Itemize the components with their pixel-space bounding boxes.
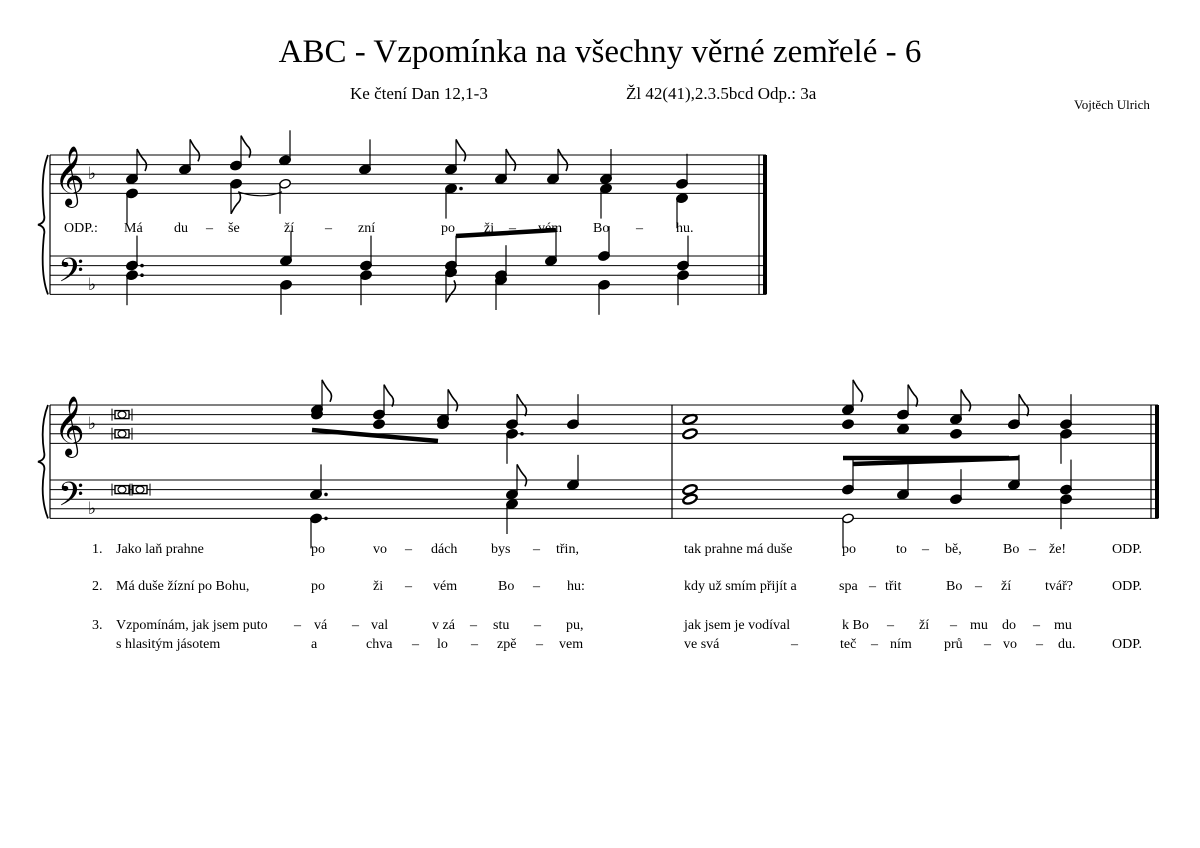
verse-end-marker: ODP.: [1112, 542, 1142, 557]
verse-number: 2.: [92, 579, 103, 594]
treble-clef-icon: 𝄞: [54, 148, 85, 205]
notehead: [682, 484, 698, 496]
verse-syllable: –: [412, 637, 419, 652]
bass-clef-icon: 𝄢: [58, 476, 84, 521]
verse-syllable: a: [311, 637, 318, 652]
verse-syllable: –: [534, 618, 541, 633]
verse-syllable: –: [984, 637, 991, 652]
response-syllable: –: [636, 221, 643, 236]
verse-syllable: –: [869, 579, 876, 594]
composer-name: Vojtěch Ulrich: [1074, 97, 1150, 112]
verse-syllable: dách: [431, 542, 458, 557]
note-flag: [456, 139, 466, 161]
verse-syllable: –: [533, 542, 540, 557]
verse-syllable: třin,: [556, 542, 579, 557]
verse-syllable: ží: [1001, 579, 1012, 594]
response-syllable: Má: [124, 221, 143, 236]
verse-syllable: že!: [1049, 542, 1067, 557]
grand-staff-brace: [38, 155, 48, 294]
verse-syllable: s hlasitým jásotem: [116, 637, 221, 652]
note-flag: [190, 139, 200, 161]
note-flag: [241, 136, 251, 158]
response-syllable: du: [174, 221, 188, 236]
verse-syllable: val: [371, 618, 389, 633]
flat-icon: ♭: [88, 498, 97, 518]
augmentation-dot: [140, 273, 144, 277]
notehead: [682, 413, 698, 425]
verse-syllable: to: [896, 542, 907, 557]
verse-syllable: vo: [373, 542, 387, 557]
verse-syllable: –: [1033, 618, 1040, 633]
verse-syllable: teč: [840, 637, 857, 652]
verse-syllable: zpě: [497, 637, 517, 652]
verse-syllable: ním: [890, 637, 912, 652]
verse-end-marker: ODP.: [1112, 579, 1142, 594]
response-syllable: hu.: [676, 221, 694, 236]
note-flag: [908, 385, 918, 407]
verse-syllable: lo: [437, 637, 448, 652]
response-syllable: zní: [358, 221, 376, 236]
verse-syllable: stu: [493, 618, 510, 633]
notation-layer: [38, 130, 1158, 548]
note-flag: [853, 380, 863, 402]
verse-syllable: –: [533, 579, 540, 594]
verse-syllable: v zá: [432, 618, 455, 633]
verse-syllable: do: [1002, 618, 1016, 633]
response-syllable: po: [441, 221, 455, 236]
score-title: ABC - Vzpomínka na všechny věrné zemřelé - 6: [278, 34, 922, 70]
verse-number: 1.: [92, 542, 103, 557]
notehead: [373, 419, 386, 430]
verse-number: 3.: [92, 618, 103, 633]
verse-syllable: –: [536, 637, 543, 652]
verse-syllable: –: [871, 637, 878, 652]
verse-syllable: –: [975, 579, 982, 594]
note-flag: [446, 280, 456, 302]
response-syllable: ží: [284, 221, 295, 236]
notehead: [682, 493, 698, 505]
breve-head: [118, 486, 126, 493]
note-flag: [231, 192, 241, 214]
verse-syllable: k Bo: [842, 618, 869, 633]
notehead: [842, 419, 855, 430]
breve-head: [136, 486, 144, 493]
augmentation-dot: [324, 493, 328, 497]
verse-syllable: tak prahne má duše: [684, 542, 793, 557]
verse-syllable: vo: [1003, 637, 1017, 652]
response-syllable: še: [228, 221, 240, 236]
note-flag: [517, 464, 527, 486]
verse-syllable: bys: [491, 542, 511, 557]
verse-syllable: –: [294, 618, 301, 633]
augmentation-dot: [520, 432, 524, 436]
verse-syllable: tvář?: [1045, 579, 1073, 594]
verse-syllable: –: [1036, 637, 1043, 652]
note-flag: [558, 149, 568, 171]
augmentation-dot: [140, 264, 144, 268]
response-syllable: ži: [484, 221, 495, 236]
verse-syllable: jak jsem je vodíval: [684, 618, 791, 633]
flat-icon: ♭: [88, 274, 97, 294]
verse-syllable: Jako laň prahne: [116, 542, 204, 557]
notehead: [682, 428, 698, 440]
grand-staff-brace: [38, 405, 48, 518]
verse-syllable: –: [405, 542, 412, 557]
verse-syllable: bě,: [945, 542, 962, 557]
verse-syllable: –: [352, 618, 359, 633]
verse-syllable: Bo: [1003, 542, 1020, 557]
note-flag: [448, 389, 458, 411]
verse-syllable: prů: [944, 637, 963, 652]
verse-syllable: po: [311, 542, 325, 557]
treble-clef-icon: 𝄞: [54, 398, 85, 455]
response-label: ODP.:: [64, 221, 98, 236]
verse-syllable: Bo: [946, 579, 963, 594]
verse-syllable: –: [470, 618, 477, 633]
verse-syllable: –: [1029, 542, 1036, 557]
verse-syllable: pu,: [566, 618, 584, 633]
verse-syllable: –: [950, 618, 957, 633]
verse-syllable: –: [887, 618, 894, 633]
response-syllable: –: [325, 221, 332, 236]
verse-syllable: Vzpomínám, jak jsem puto: [116, 618, 268, 633]
verse-syllable: ve svá: [684, 637, 720, 652]
beam: [312, 430, 438, 441]
notehead: [897, 423, 910, 434]
verse-syllable: vém: [433, 579, 458, 594]
augmentation-dot: [459, 187, 463, 191]
verse-syllable: mu: [1054, 618, 1072, 633]
response-syllable: Bo: [593, 221, 610, 236]
verse-syllable: –: [791, 637, 798, 652]
response-syllable: –: [206, 221, 213, 236]
breve-head: [118, 430, 126, 437]
flat-icon: ♭: [88, 414, 97, 434]
verse-syllable: chva: [366, 637, 393, 652]
response-syllable: –: [509, 221, 516, 236]
verse-syllable: ží: [919, 618, 930, 633]
response-syllable: vém: [538, 221, 563, 236]
verse-syllable: po: [311, 579, 325, 594]
verse-syllable: spa: [839, 579, 858, 594]
notehead: [950, 428, 963, 439]
verse-syllable: vem: [559, 637, 584, 652]
bass-clef-icon: 𝄢: [58, 252, 84, 297]
verse-syllable: třit: [885, 579, 902, 594]
verse-syllable: kdy už smím přijít a: [684, 579, 797, 594]
note-flag: [322, 380, 332, 402]
verse-syllable: –: [922, 542, 929, 557]
breve-head: [118, 411, 126, 418]
note-flag: [137, 149, 147, 171]
verse-syllable: –: [471, 637, 478, 652]
reading-reference: Ke čtení Dan 12,1-3: [350, 84, 488, 103]
note-flag: [961, 389, 971, 411]
note-flag: [384, 385, 394, 407]
verse-syllable: ži: [373, 579, 384, 594]
verse-end-marker: ODP.: [1112, 637, 1142, 652]
verse-syllable: Má duše žízní po Bohu,: [116, 579, 250, 594]
verse-syllable: hu:: [567, 579, 585, 594]
note-flag: [506, 149, 516, 171]
verse-syllable: Bo: [498, 579, 515, 594]
verse-syllable: vá: [314, 618, 328, 633]
flat-icon: ♭: [88, 164, 97, 184]
verse-syllable: po: [842, 542, 856, 557]
verse-syllable: du.: [1058, 637, 1076, 652]
verse-syllable: –: [405, 579, 412, 594]
psalm-reference: Žl 42(41),2.3.5bcd Odp.: 3a: [626, 84, 817, 103]
augmentation-dot: [324, 517, 328, 521]
verse-syllable: mu: [970, 618, 988, 633]
